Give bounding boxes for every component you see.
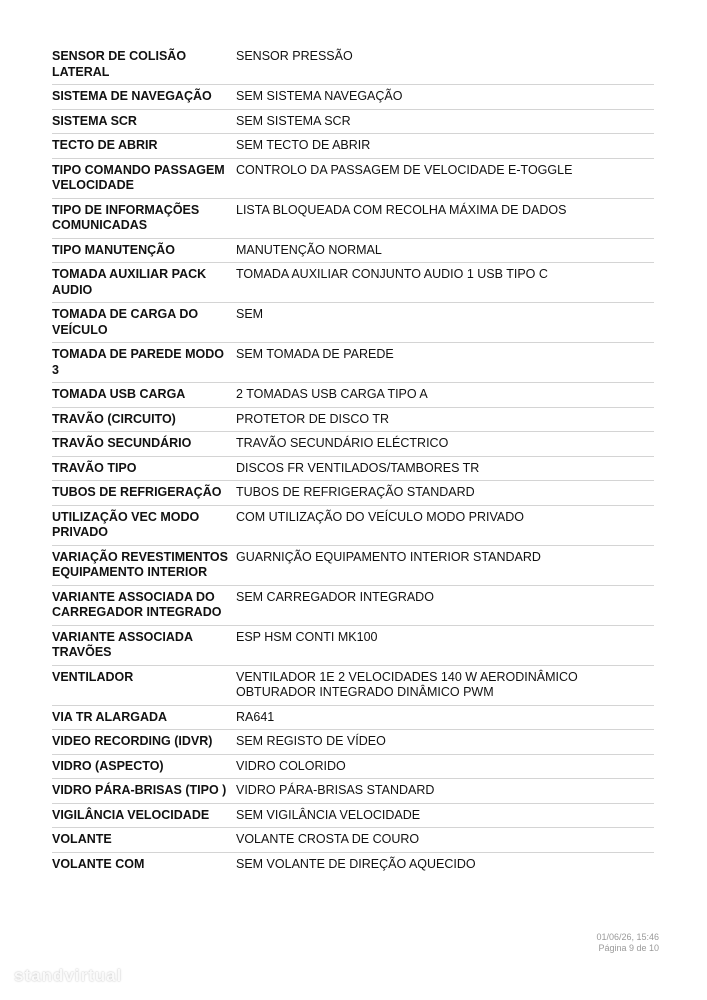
spec-value: SENSOR PRESSÃO bbox=[234, 45, 654, 85]
spec-table bbox=[52, 45, 654, 876]
spec-value: CONTROLO DA PASSAGEM DE VELOCIDADE E-TOGGLE bbox=[234, 158, 654, 198]
spec-value: VIDRO COLORIDO bbox=[234, 754, 654, 779]
spec-key: VOLANTE COM bbox=[52, 856, 145, 871]
spec-key: TOMADA USB CARGA bbox=[52, 383, 234, 408]
page-footer bbox=[596, 932, 659, 954]
spec-value: GUARNIÇÃO EQUIPAMENTO INTERIOR STANDARD bbox=[234, 545, 654, 585]
spec-key: TIPO MANUTENÇÃO bbox=[52, 238, 234, 263]
spec-value: TUBOS DE REFRIGERAÇÃO STANDARD bbox=[234, 481, 654, 506]
spec-value: VIDRO PÁRA-BRISAS STANDARD bbox=[234, 779, 654, 804]
spec-value: TRAVÃO SECUNDÁRIO ELÉCTRICO bbox=[234, 432, 654, 457]
spec-key: VIDRO (ASPECTO) bbox=[52, 754, 234, 779]
spec-value: SEM TOMADA DE PAREDE bbox=[234, 343, 654, 383]
spec-key: VOLANTE bbox=[52, 828, 234, 853]
spec-row bbox=[52, 754, 654, 779]
spec-row bbox=[52, 383, 654, 408]
spec-row bbox=[52, 109, 654, 134]
spec-value: LISTA BLOQUEADA COM RECOLHA MÁXIMA DE DADOS bbox=[234, 198, 654, 238]
watermark-logo: standvirtual bbox=[14, 966, 123, 985]
spec-value: SEM SISTEMA SCR bbox=[234, 109, 654, 134]
spec-value: SEM REGISTO DE VÍDEO bbox=[234, 730, 654, 755]
spec-row bbox=[52, 481, 654, 506]
spec-key: TUBOS DE REFRIGERAÇÃO bbox=[52, 481, 234, 506]
spec-row bbox=[52, 134, 654, 159]
spec-row bbox=[52, 730, 654, 755]
spec-key: TRAVÃO SECUNDÁRIO bbox=[52, 432, 234, 457]
spec-row bbox=[52, 665, 654, 705]
spec-key: VIDRO PÁRA-BRISAS (TIPO ) bbox=[52, 779, 234, 804]
spec-row bbox=[52, 45, 654, 85]
spec-key: SISTEMA SCR bbox=[52, 109, 234, 134]
footer-page-number: Página 9 de 10 bbox=[598, 943, 659, 953]
spec-value: ESP HSM CONTI MK100 bbox=[234, 625, 654, 665]
spec-key: VIGILÂNCIA VELOCIDADE bbox=[52, 803, 234, 828]
spec-key: UTILIZAÇÃO VEC MODO PRIVADO bbox=[52, 505, 234, 545]
spec-row bbox=[52, 852, 654, 876]
spec-row bbox=[52, 432, 654, 457]
spec-value: PROTETOR DE DISCO TR bbox=[234, 407, 654, 432]
spec-key: TIPO COMANDO PASSAGEM VELOCIDADE bbox=[52, 158, 234, 198]
spec-value: TOMADA AUXILIAR CONJUNTO AUDIO 1 USB TIPO C bbox=[234, 263, 654, 303]
spec-value: SEM SISTEMA NAVEGAÇÃO bbox=[234, 85, 654, 110]
spec-key: TOMADA DE PAREDE MODO 3 bbox=[52, 343, 234, 383]
spec-row bbox=[52, 407, 654, 432]
spec-row bbox=[52, 585, 654, 625]
spec-row bbox=[52, 803, 654, 828]
spec-key: VARIAÇÃO REVESTIMENTOS EQUIPAMENTO INTERIOR bbox=[52, 545, 234, 585]
spec-key: VIDEO RECORDING (IDVR) bbox=[52, 730, 234, 755]
spec-key: TOMADA DE CARGA DO VEÍCULO bbox=[52, 303, 234, 343]
spec-row bbox=[52, 779, 654, 804]
spec-key: TRAVÃO (CIRCUITO) bbox=[52, 407, 234, 432]
spec-row bbox=[52, 343, 654, 383]
spec-key: TRAVÃO TIPO bbox=[52, 456, 234, 481]
spec-row bbox=[52, 158, 654, 198]
spec-value: SEM VIGILÂNCIA VELOCIDADE bbox=[234, 803, 654, 828]
spec-key: VARIANTE ASSOCIADA TRAVÕES bbox=[52, 625, 234, 665]
spec-value: SEM CARREGADOR INTEGRADO bbox=[234, 585, 654, 625]
spec-key: VIA TR ALARGADA bbox=[52, 705, 234, 730]
spec-value: MANUTENÇÃO NORMAL bbox=[234, 238, 654, 263]
spec-row bbox=[52, 263, 654, 303]
spec-row bbox=[52, 705, 654, 730]
spec-key: TOMADA AUXILIAR PACK AUDIO bbox=[52, 263, 234, 303]
spec-row bbox=[52, 505, 654, 545]
spec-table-body bbox=[52, 45, 654, 876]
spec-value: COM UTILIZAÇÃO DO VEÍCULO MODO PRIVADO bbox=[234, 505, 654, 545]
spec-row bbox=[52, 85, 654, 110]
spec-row bbox=[52, 303, 654, 343]
spec-value: VENTILADOR 1E 2 VELOCIDADES 140 W AERODINÂMICO OBTURADOR INTEGRADO DINÂMICO PWM bbox=[234, 665, 654, 705]
spec-key: VARIANTE ASSOCIADA DO CARREGADOR INTEGRADO bbox=[52, 585, 234, 625]
spec-value: SEM bbox=[234, 303, 654, 343]
spec-key: TECTO DE ABRIR bbox=[52, 134, 234, 159]
spec-row bbox=[52, 456, 654, 481]
spec-key: SENSOR DE COLISÃO LATERAL bbox=[52, 45, 234, 85]
spec-row bbox=[52, 545, 654, 585]
spec-key: TIPO DE INFORMAÇÕES COMUNICADAS bbox=[52, 198, 234, 238]
spec-row bbox=[52, 625, 654, 665]
spec-row bbox=[52, 828, 654, 853]
spec-value: RA641 bbox=[234, 705, 654, 730]
spec-key: SISTEMA DE NAVEGAÇÃO bbox=[52, 85, 234, 110]
spec-value: SEM VOLANTE DE DIREÇÃO AQUECIDO bbox=[236, 856, 476, 871]
spec-row bbox=[52, 238, 654, 263]
footer-datetime: 01/06/26, 15:46 bbox=[596, 932, 659, 942]
spec-value: SEM TECTO DE ABRIR bbox=[234, 134, 654, 159]
spec-value: DISCOS FR VENTILADOS/TAMBORES TR bbox=[234, 456, 654, 481]
spec-key: VENTILADOR bbox=[52, 665, 234, 705]
spec-row bbox=[52, 198, 654, 238]
spec-value: VOLANTE CROSTA DE COURO bbox=[234, 828, 654, 853]
spec-value: 2 TOMADAS USB CARGA TIPO A bbox=[234, 383, 654, 408]
